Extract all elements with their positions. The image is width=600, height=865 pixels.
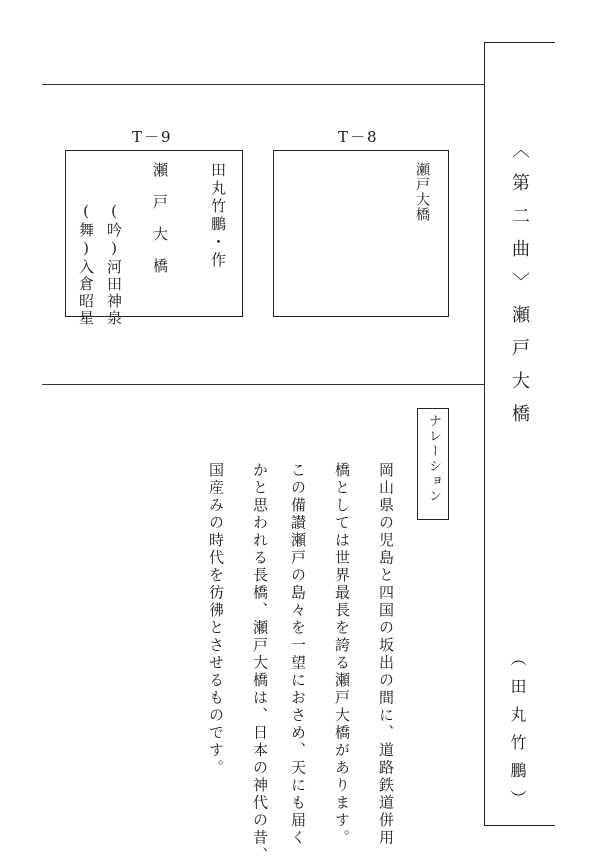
t9-title: 瀬戸大橋 (151, 162, 169, 290)
t9-author: 田丸竹鵬・作 (209, 162, 227, 270)
song-title: 〈第二曲〉瀬戸大橋 (509, 140, 530, 437)
narration-label: ナレーション (426, 414, 441, 504)
t8-title: 瀬戸大橋 (414, 162, 430, 222)
narration-line: この備讃瀬戸の島々を一望におさめ、天にも届く (289, 462, 307, 847)
t9-label: T－9 (132, 128, 173, 146)
narration-line: 橋としては世界最長を誇る瀬戸大橋があります。 (333, 462, 351, 847)
t8-label: T－8 (338, 128, 379, 146)
narration-line: 岡山県の児島と四国の坂出の間に、道路鉄道併用 (377, 462, 395, 847)
top-divider (42, 84, 484, 85)
narration-line: かと思われる長橋、瀬戸大橋は、日本の神代の昔、 (251, 462, 269, 865)
t9-performer-mai: (舞)入倉昭星 (77, 202, 95, 327)
song-author: （田丸竹鵬） (508, 650, 527, 818)
middle-divider (42, 384, 484, 385)
narration-line: 国産みの時代を彷彿とさせるものです。 (207, 462, 225, 777)
t9-performer-gin: (吟)河田神泉 (105, 202, 123, 327)
